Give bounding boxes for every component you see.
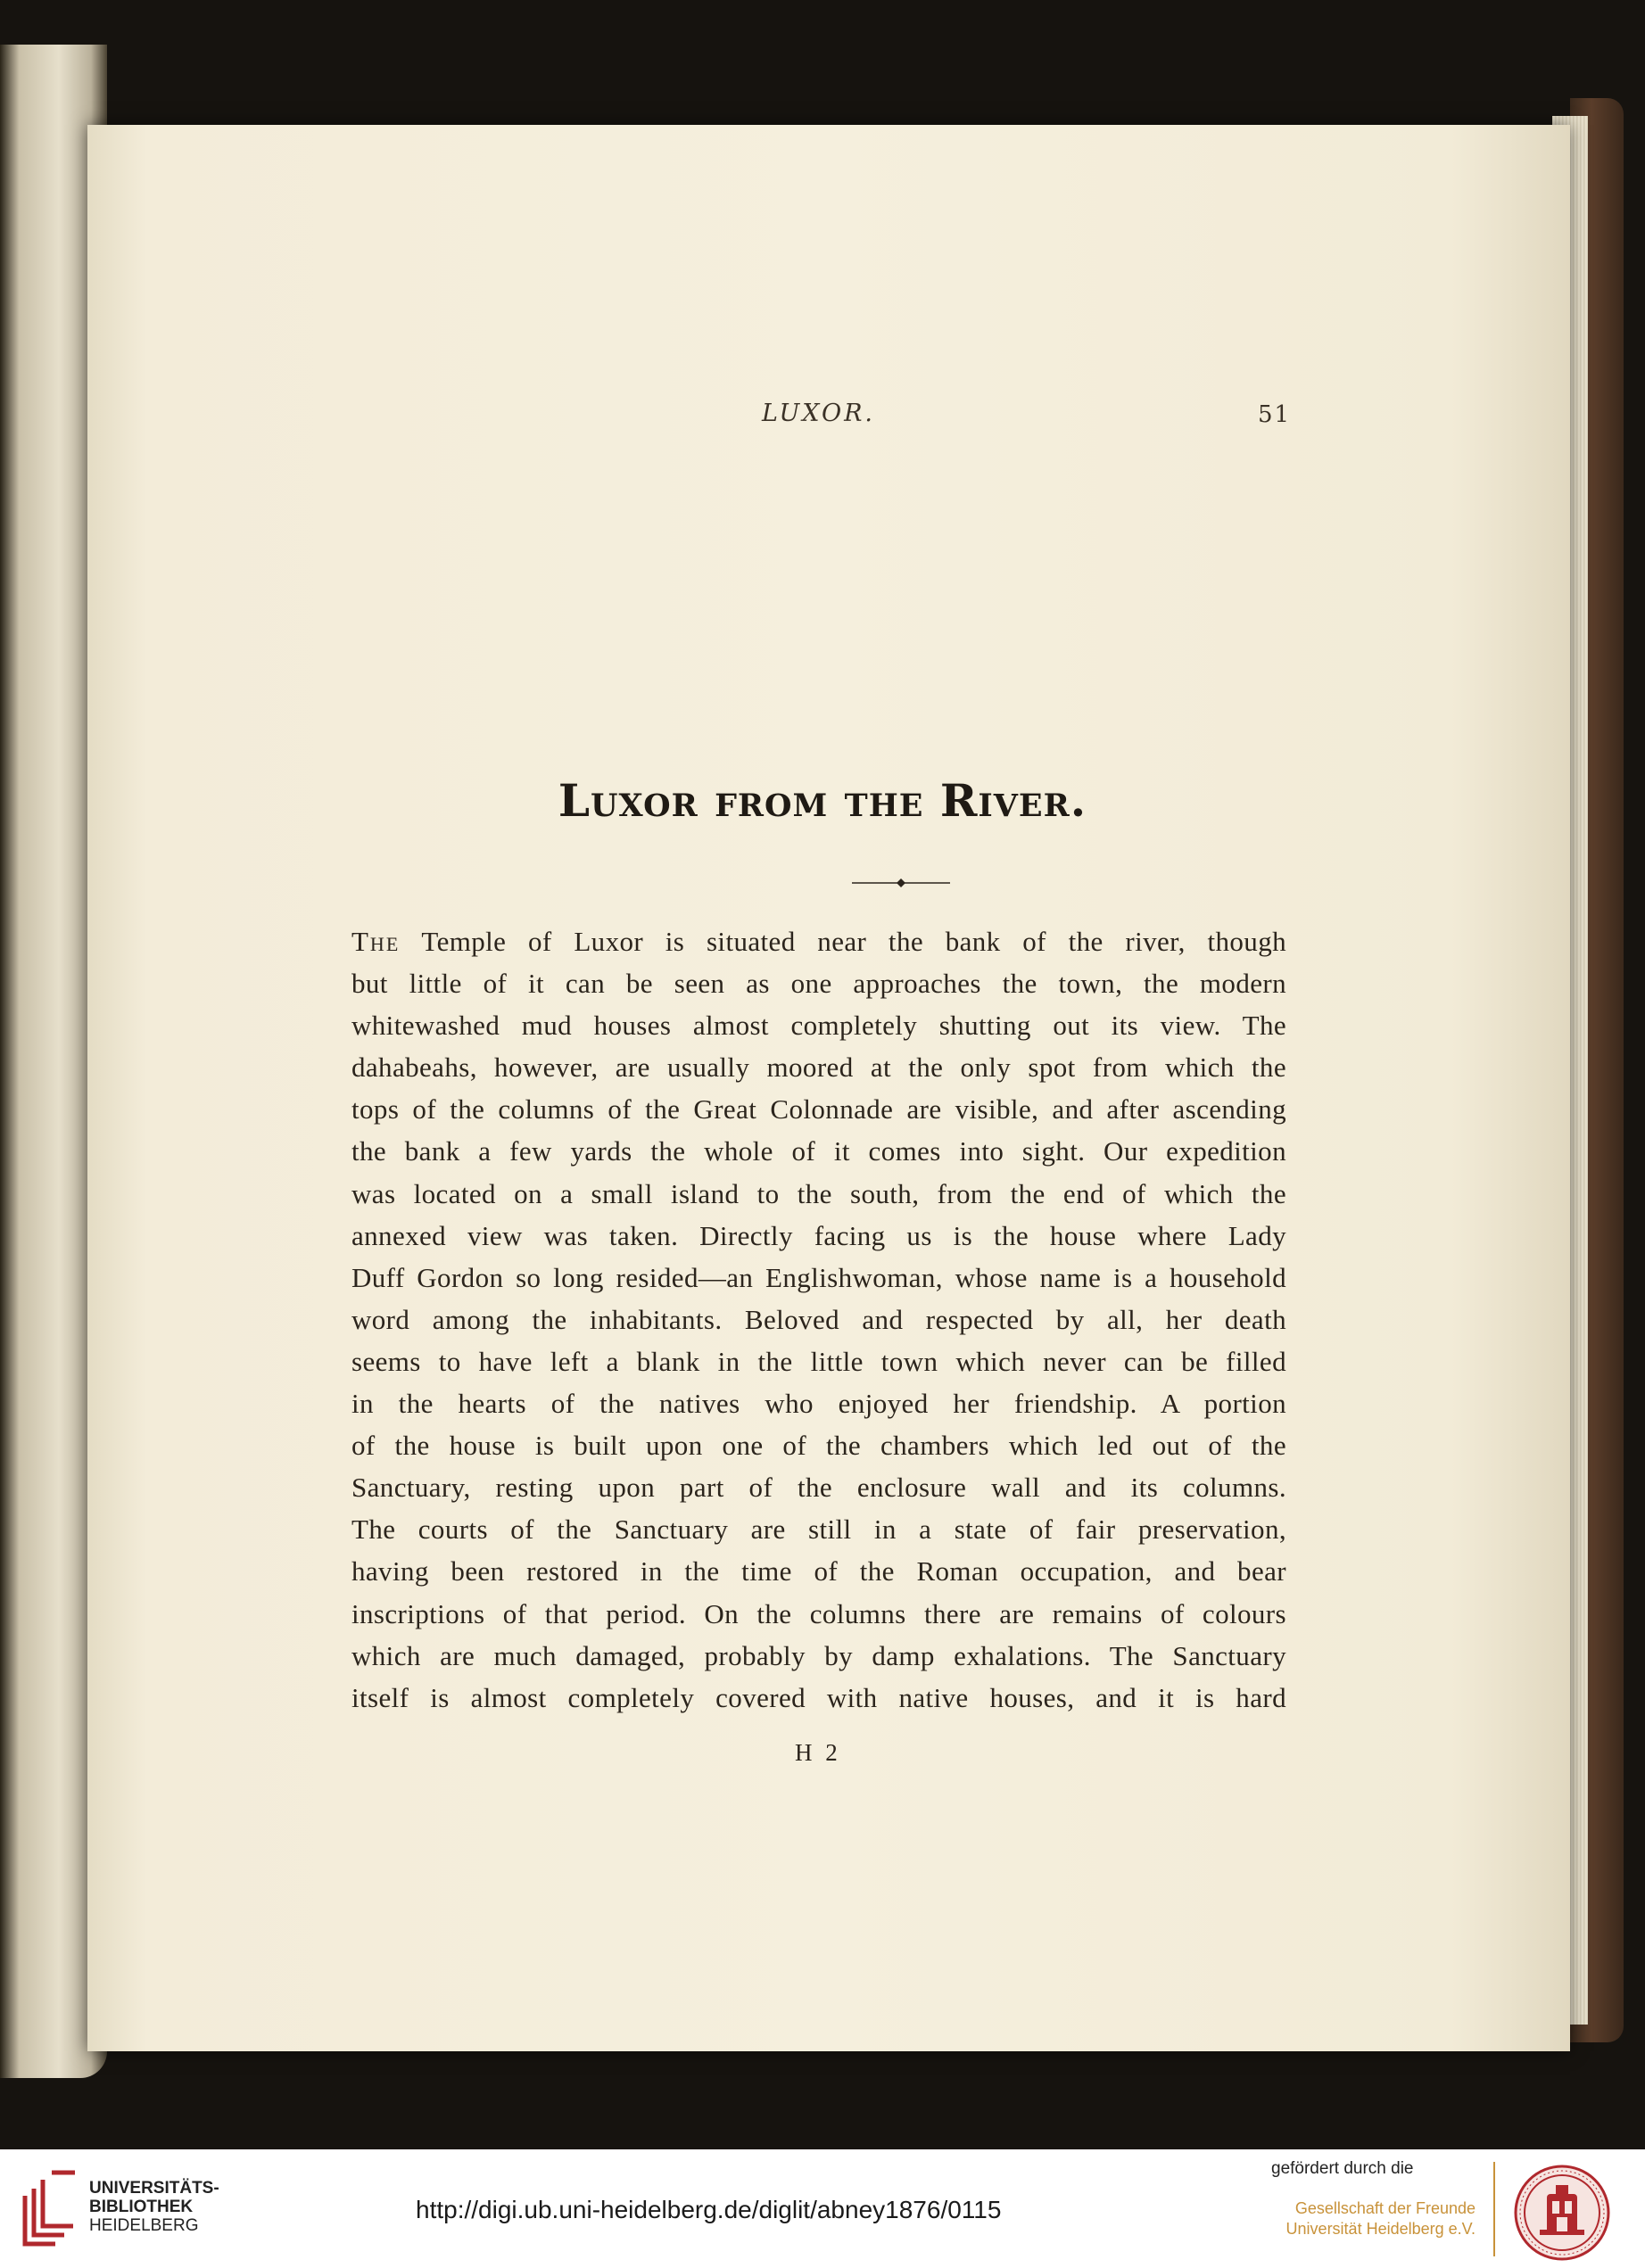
running-head: LUXOR.	[762, 400, 876, 427]
library-logo-icon	[20, 2169, 80, 2247]
footer-divider	[1493, 2162, 1495, 2256]
body-line: Duff Gordon so long resided—an Englishwoman, whose name is a household	[351, 1261, 1286, 1293]
body-line: dahabeahs, however, are usually moored at the only spot from which the	[351, 1052, 1286, 1084]
chapter-title: Luxor from the River.	[558, 774, 1087, 827]
drop-word: The	[351, 926, 401, 957]
funded-by-label: gefördert durch die	[1271, 2159, 1414, 2178]
body-line: but little of it can be seen as one approaches the town, the modern	[351, 968, 1286, 1000]
body-line: The Temple of Luxor is situated near the bank of the river, though	[351, 926, 1286, 957]
body-line: whitewashed mud houses almost completely shutting out its view. The	[351, 1010, 1286, 1042]
library-name: UNIVERSITÄTS- BIBLIOTHEK HEIDELBERG	[89, 2179, 219, 2235]
body-line: which are much damaged, probably by damp exhalations. The Sanctuary	[351, 1639, 1286, 1671]
body-line: itself is almost completely covered with native houses, and it is hard	[351, 1681, 1286, 1713]
body-line: having been restored in the time of the Roman occupation, and bear	[351, 1555, 1286, 1588]
body-line: inscriptions of that period. On the columns there are remains of colours	[351, 1597, 1286, 1629]
body-line: was located on a small island to the south, from the end of which the	[351, 1177, 1286, 1209]
body-line: Sanctuary, resting upon part of the enclosure wall and its columns.	[351, 1472, 1286, 1504]
body-line: in the hearts of the natives who enjoyed her friendship. A portion	[351, 1388, 1286, 1420]
body-text	[351, 920, 1286, 1719]
title-ornament-rule	[852, 878, 950, 888]
page-number: 51	[1258, 401, 1292, 428]
body-line: word among the inhabitants. Beloved and respected by all, her death	[351, 1303, 1286, 1335]
body-line: tops of the columns of the Great Colonnade are visible, and after ascending	[351, 1093, 1286, 1126]
permalink-url[interactable]: http://digi.ub.uni-heidelberg.de/diglit/abney1876/0115	[416, 2196, 1002, 2223]
sponsor-name: Gesellschaft der Freunde Universität Heidelberg e.V.	[1285, 2199, 1476, 2238]
body-line: seems to have left a blank in the little town which never can be filled	[351, 1345, 1286, 1377]
body-line: annexed view was taken. Directly facing us is the house where Lady	[351, 1219, 1286, 1251]
university-seal-icon	[1513, 2164, 1611, 2262]
body-line: The courts of the Sanctuary are still in a state of fair preservation,	[351, 1513, 1286, 1546]
signature-mark: H 2	[795, 1739, 841, 1766]
body-line: of the house is built upon one of the chambers which led out of the	[351, 1430, 1286, 1462]
body-line: the bank a few yards the whole of it comes into sight. Our expedition	[351, 1135, 1286, 1167]
